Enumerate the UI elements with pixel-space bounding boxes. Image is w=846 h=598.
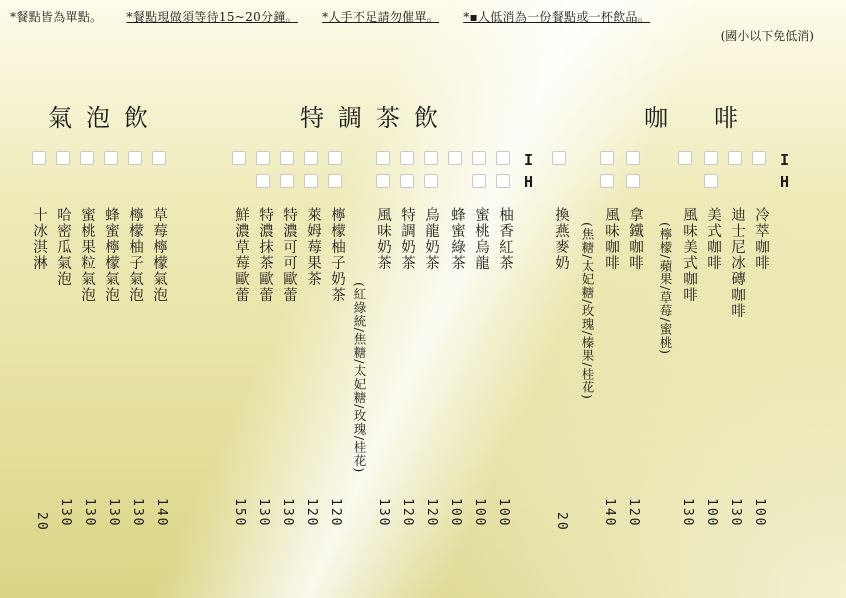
order-checkbox[interactable]: [376, 174, 390, 188]
price: 140: [602, 498, 617, 528]
hot-label: H: [524, 173, 534, 191]
order-checkbox[interactable]: [32, 151, 46, 165]
ice-label: I: [780, 151, 790, 169]
order-checkbox[interactable]: [496, 151, 510, 165]
price: 20: [34, 512, 49, 532]
menu-item: 哈密瓜氣泡: [55, 207, 71, 287]
price: 130: [58, 498, 73, 528]
price: 120: [328, 498, 343, 528]
temp-labels-coffee: [780, 149, 789, 193]
menu-item: 蜂蜜檸檬氣泡: [103, 207, 119, 303]
menu-item: 風味美式咖啡: [681, 207, 697, 303]
menu-item: 特濃抹茶歐蕾: [257, 207, 273, 303]
menu-item: 迪士尼冰磚咖啡: [729, 207, 745, 319]
price: 140: [154, 498, 169, 528]
hot-label: H: [780, 173, 790, 191]
price: 120: [626, 498, 641, 528]
menu-item: 柚香紅茶: [497, 207, 513, 271]
menu-item-note: (檸檬/蘋果/草莓/蜜桃): [658, 222, 673, 355]
menu-item: 草莓檸檬氣泡: [151, 207, 167, 303]
menu-item: 拿鐵咖啡: [627, 207, 643, 271]
price: 130: [256, 498, 271, 528]
order-checkbox[interactable]: [626, 151, 640, 165]
order-checkbox[interactable]: [626, 174, 640, 188]
order-checkbox[interactable]: [400, 151, 414, 165]
menu-item: 蜜桃烏龍: [473, 207, 489, 271]
notice-minimum-order: *▪人低消為一份餐點或一杯飲品。: [463, 10, 651, 24]
order-checkbox[interactable]: [704, 151, 718, 165]
menu-item: 風味咖啡: [603, 207, 619, 271]
ice-label: I: [524, 151, 534, 169]
price: 130: [280, 498, 295, 528]
menu-item: 十冰淇淋: [31, 207, 47, 271]
notice-single-order: *餐點皆為單點。: [10, 10, 103, 24]
order-checkbox[interactable]: [256, 174, 270, 188]
menu-item: 風味奶茶: [375, 207, 391, 271]
price: 120: [424, 498, 439, 528]
order-checkbox[interactable]: [56, 151, 70, 165]
price: 130: [680, 498, 695, 528]
menu-item: 美式咖啡: [705, 207, 721, 271]
menu-item: 冷萃咖啡: [753, 207, 769, 271]
notice-wait-time: *餐點現做須等待15~20分鐘。: [126, 10, 298, 24]
menu-item: 烏龍奶茶: [423, 207, 439, 271]
order-checkbox[interactable]: [104, 151, 118, 165]
price: 130: [106, 498, 121, 528]
order-checkbox[interactable]: [600, 174, 614, 188]
order-checkbox[interactable]: [400, 174, 414, 188]
order-checkbox[interactable]: [376, 151, 390, 165]
price: 100: [752, 498, 767, 528]
menu-item: 換燕麥奶: [553, 207, 569, 271]
order-checkbox[interactable]: [552, 151, 566, 165]
price: 120: [304, 498, 319, 528]
order-checkbox[interactable]: [678, 151, 692, 165]
temp-labels-tea: [524, 149, 533, 193]
order-checkbox[interactable]: [256, 151, 270, 165]
order-checkbox[interactable]: [472, 174, 486, 188]
menu-item: 檸檬柚子奶茶: [329, 207, 345, 303]
order-checkbox[interactable]: [328, 151, 342, 165]
order-checkbox[interactable]: [448, 151, 462, 165]
menu-item: 萊姆莓果茶: [305, 207, 321, 287]
order-checkbox[interactable]: [280, 151, 294, 165]
menu-item: 特調奶茶: [399, 207, 415, 271]
order-checkbox[interactable]: [728, 151, 742, 165]
order-checkbox[interactable]: [424, 151, 438, 165]
order-checkbox[interactable]: [704, 174, 718, 188]
notice-no-rush: *人手不足請勿催單。: [322, 10, 440, 24]
menu-item: 鮮濃草莓歐蕾: [233, 207, 249, 303]
order-checkbox[interactable]: [152, 151, 166, 165]
menu-item-note: (紅綠統/焦糖/太妃糖/玫瑰/桂花): [352, 282, 367, 473]
order-checkbox[interactable]: [472, 151, 486, 165]
order-checkbox[interactable]: [232, 151, 246, 165]
price: 100: [704, 498, 719, 528]
price: 100: [496, 498, 511, 528]
price: 130: [82, 498, 97, 528]
menu-item: 蜂蜜綠茶: [449, 207, 465, 271]
price: 130: [376, 498, 391, 528]
order-checkbox[interactable]: [304, 174, 318, 188]
price: 100: [472, 498, 487, 528]
order-checkbox[interactable]: [600, 151, 614, 165]
order-checkbox[interactable]: [128, 151, 142, 165]
notice-child-exempt: (國小以下免低消): [720, 29, 814, 43]
price: 130: [130, 498, 145, 528]
section-title-sparkling: 氣泡飲: [48, 104, 162, 132]
section-title-coffee: 咖啡: [644, 104, 784, 132]
order-checkbox[interactable]: [328, 174, 342, 188]
order-checkbox[interactable]: [80, 151, 94, 165]
menu-item: 蜜桃果粒氣泡: [79, 207, 95, 303]
order-checkbox[interactable]: [304, 151, 318, 165]
price: 100: [448, 498, 463, 528]
menu-item: 特濃可可歐蕾: [281, 207, 297, 303]
order-checkbox[interactable]: [496, 174, 510, 188]
notice-bar: [10, 8, 670, 25]
menu-item: 檸檬柚子氣泡: [127, 207, 143, 303]
section-title-special-tea: 特調茶飲: [300, 104, 452, 132]
price: 20: [554, 512, 569, 532]
order-checkbox[interactable]: [752, 151, 766, 165]
order-checkbox[interactable]: [424, 174, 438, 188]
price: 120: [400, 498, 415, 528]
menu-item-note: (焦糖/太妃糖/玫瑰/榛果/桂花): [580, 222, 595, 400]
price: 150: [232, 498, 247, 528]
price: 130: [728, 498, 743, 528]
order-checkbox[interactable]: [280, 174, 294, 188]
